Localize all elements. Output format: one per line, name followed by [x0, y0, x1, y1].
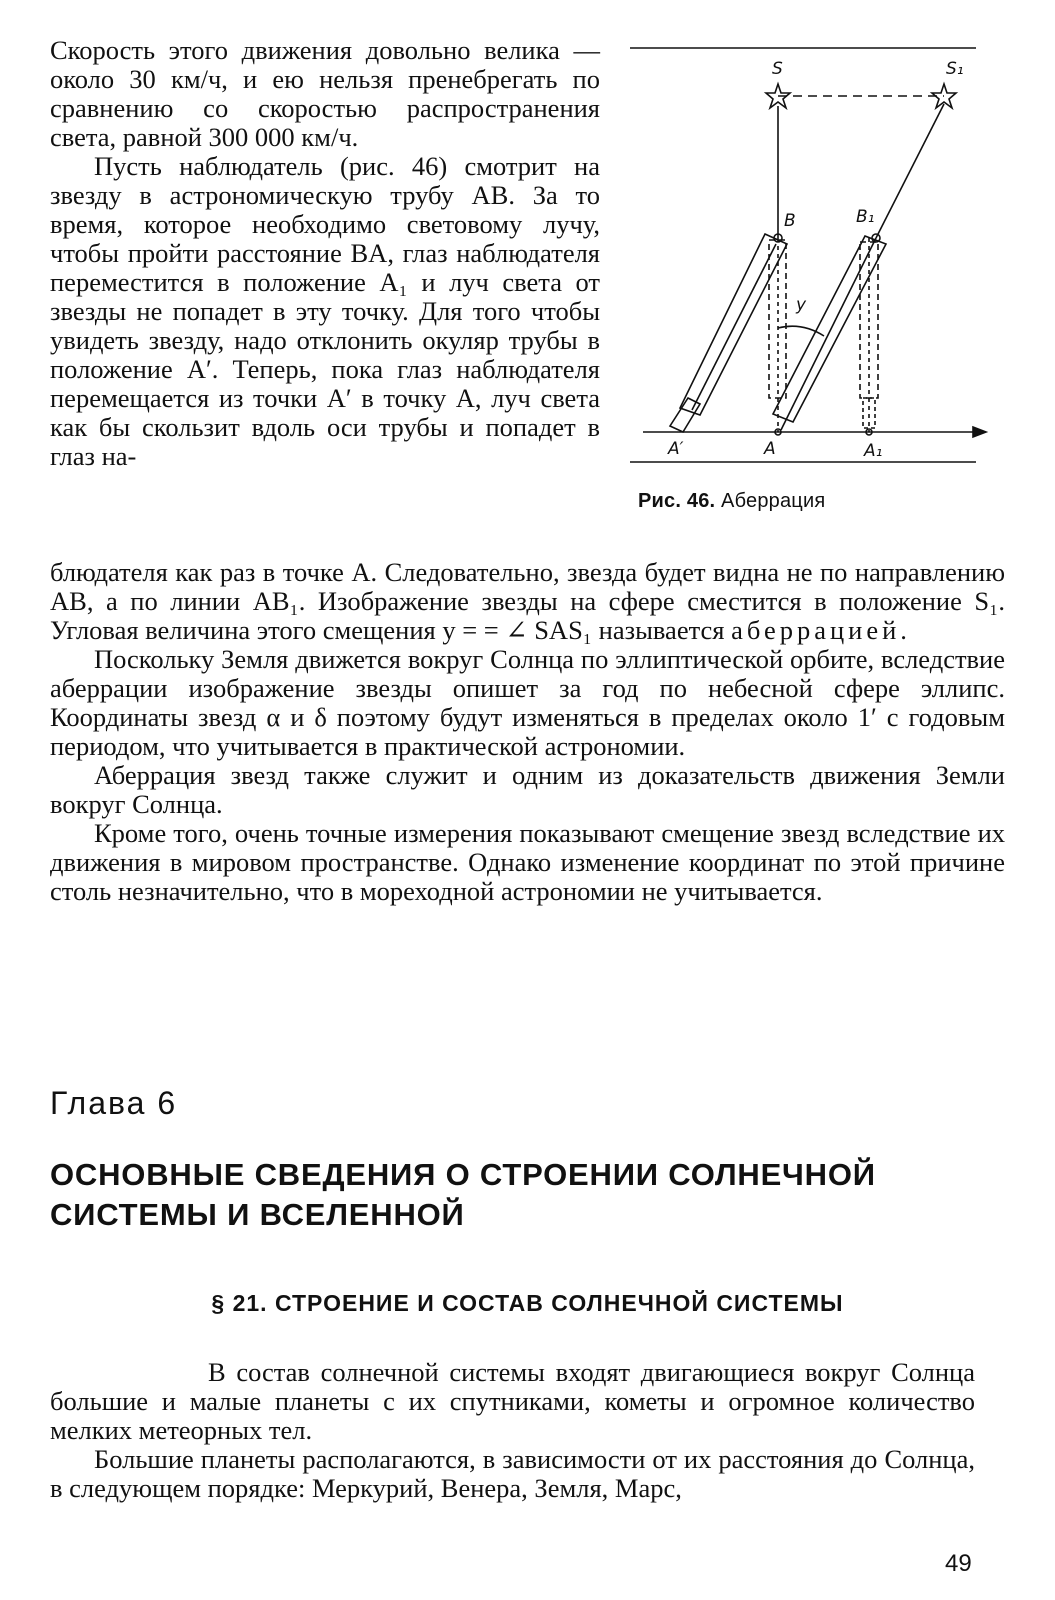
paragraph-observer: Пусть наблюдатель (рис. 46) смотрит на звезду в астрономическую трубу AB. За то время, которое необходимо световому лучу, чтобы пройти расстояние BA, глаз наблюдателя переместится в положение A₁ и луч света от звезды не попадет в эту точку. Для того чтобы увидеть звезду, надо отклонить окуляр трубы в положение A′. Теперь, пока глаз наблюдателя перемещается из точки A′ в точку A, луч света как бы скользит вдоль оси трубы и попадет в глаз на-	[50, 151, 600, 471]
tube-a-prime-rod	[692, 244, 776, 410]
paragraph-proof: Аберрация звезд также служит и одним из доказательств движения Земли вокруг Солнца.	[50, 760, 1005, 819]
figure-caption-number: Рис. 46.	[638, 490, 716, 512]
paragraph-planet-order: Большие планеты располагаются, в зависимости от их расстояния до Солнца, в следующем порядке: Меркурий, Венера, Земля, Марс,	[50, 1444, 975, 1503]
figure-caption	[638, 490, 978, 513]
label-a: A	[764, 439, 776, 459]
tube-b1-axis	[781, 238, 876, 430]
aberration-term: аберрацией.	[731, 615, 911, 645]
tube-a-prime	[680, 234, 787, 415]
label-s1: S₁	[946, 59, 964, 79]
motion-arrow-head	[973, 427, 986, 437]
section-title: § 21. СТРОЕНИЕ И СОСТАВ СОЛНЕЧНОЙ СИСТЕМЫ	[211, 1290, 844, 1316]
label-s: S	[772, 59, 783, 79]
aberration-figure	[628, 38, 1008, 478]
label-b: B	[784, 211, 796, 231]
paragraph-proper-motion: Кроме того, очень точные измерения показывают смещение звезд вследствие их движения в мировом пространстве. Однако изменение координат по этой причине столь незначительно, что в мореходной астрономии не учитывается.	[50, 818, 1005, 906]
text-column-top	[50, 36, 600, 471]
chapter-number: Глава 6	[50, 1085, 178, 1121]
label-a-prime: A′	[668, 439, 684, 459]
paragraph-observer-continued-text: блюдателя как раз в точке A. Следовательно, звезда будет видна не по направлению AB, а по линии AB₁. Изображение звезды на сфере сместится в положение S₁. Угловая величина этого смещения y = = ∠ SAS₁ называется	[50, 557, 1005, 645]
section-body	[50, 1358, 975, 1503]
paragraph-light-speed: Скорость этого движения довольно велика — около 30 км/ч, и ею нельзя пренебрегать по сравнению со скоростью распространения света, равной 300 000 км/ч.	[50, 35, 600, 152]
label-y: y	[796, 295, 807, 315]
page-number: 49	[945, 1550, 972, 1577]
text-column-full	[50, 558, 1005, 906]
paragraph-composition: В состав солнечной системы входят двигающиеся вокруг Солнца большие и малые планеты с их спутниками, кометы и огромное количество мелких метеорных тел.	[50, 1357, 975, 1445]
paragraph-observer-continued	[50, 558, 1005, 645]
figure-caption-text: Аберрация	[721, 490, 826, 512]
label-a1: A₁	[864, 441, 883, 461]
star-ray-s1	[876, 104, 944, 238]
label-b1: B₁	[856, 207, 875, 227]
paragraph-ellipse: Поскольку Земля движется вокруг Солнца по эллиптической орбите, вследствие аберрации изображение звезды опишет за год по небесной сфере эллипс. Координаты звезд α и δ поэтому будут изменяться в пределах около 1′ с годовым периодом, что учитывается в практической астрономии.	[50, 644, 1005, 761]
chapter-title: ОСНОВНЫЕ СВЕДЕНИЯ О СТРОЕНИИ СОЛНЕЧНОЙ СИСТЕМЫ И ВСЕЛЕННОЙ	[50, 1157, 876, 1232]
